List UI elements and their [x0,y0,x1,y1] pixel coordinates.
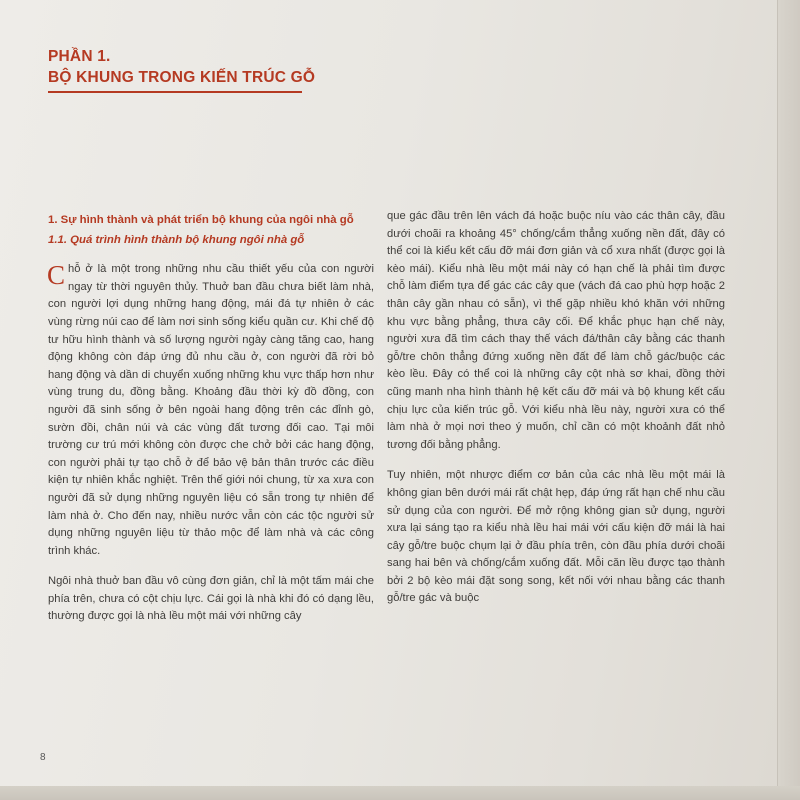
left-column [48,212,374,639]
part-title: BỘ KHUNG TRONG KIẾN TRÚC GỖ [48,69,316,86]
section-title: 1. Sự hình thành và phát triển bộ khung của ngôi nhà gỗ [48,214,354,226]
part-number: PHẦN 1. [48,48,111,65]
page-number: 8 [40,752,46,763]
drop-cap: C [47,260,66,291]
paragraph: Tuy nhiên, một nhược điểm cơ bản của các nhà lều một mái là không gian bên dưới mái rất chật hẹp, đáp ứng rất hạn chế nhu cầu sử dụng của con người. Để mở rộng không gian sử dụng, người xưa lại sáng tạo ra kiểu nhà lều hai mái với cấu kiện đỡ mái là hai cây gỗ/tre buộc chụm lại ở đầu phía trên, còn đầu phía dưới choãi sang hai bên và chống/cắm xuống đất. Mỗi căn lều được tạo thành bởi 2 bộ kèo mái đặt song song, kết nối với nhau bằng các thanh gỗ/tre gác và buộc [387,469,725,605]
page-edge [777,0,800,800]
right-column [387,208,725,621]
paragraph-text: hỗ ở là một trong những nhu cầu thiết yếu của con người ngay từ thời nguyên thủy. Thuở ban đầu chưa biết làm nhà, con người lợi dụng những hang động, mái đá tự nhiên ở các vùng rừng núi cao để làm nơi sinh sống kiểu quần cư. Khi chế độ tư hữu hình thành và số lượng người ngày càng tăng cao, hang động không còn đáp ứng đủ nhu cầu ở, con người đã rời bỏ hang động và dần di chuyển xuống những khu vực thấp hơn như vùng trung du, đồng bằng. Khoảng đầu thời kỳ đồ đồng, con người đã sinh sống ở bên ngoài hang động trên các đỉnh gò, sườn đồi, chân núi và các vùng đất tương đối cao. Tại môi trường cư trú mới không còn được che chở bởi các hang động, con người phải tự tạo chỗ ở để bảo vệ bản thân trước các điều kiện tự nhiên khắc nghiệt. Trên thế giới nói chung, từ xa xưa con người đã sử dụng những nguyên liệu có sẵn trong tự nhiên để làm nhà ở. Cho đến nay, nhiều nước vẫn còn các tộc người sử dụng những nguyên liệu từ thảo mộc để làm nhà và các công trình khác. [48,263,374,557]
part-header [48,46,348,93]
paragraph [48,261,374,560]
title-underline [48,91,302,93]
page-bottom-edge [0,786,800,800]
paragraph: Ngôi nhà thuở ban đầu vô cùng đơn giản, chỉ là một tấm mái che phía trên, chưa có cột chịu lực. Cái gọi là nhà khi đó có dạng lều, thường được gọi là nhà lều một mái với những cây [48,575,374,623]
paragraph: que gác đầu trên lên vách đá hoặc buộc níu vào các thân cây, đầu dưới choãi ra khoảng 45° chống/cắm thẳng xuống nền đất, đây có thể coi là kiểu kết cấu đỡ mái đơn giản và cổ xưa nhất (được gọi là kèo mái). Kiểu nhà lều một mái này có hạn chế là phải tìm được chỗ làm điểm tựa để gác các cây que (vách đá cao phù hợp hoặc 2 thân cây gần nhau có sẵn), vì thế gặp nhiều khó khăn với những khu vực bằng phẳng, thưa cây cối. Để khắc phục hạn chế này, người xưa đã tìm cách thay thế vách đá/thân cây bằng các thanh gỗ/tre chôn thẳng đứng xuống nền đất để làm chỗ gác/buộc các kèo lều. Đây có thể coi là những cây cột nhà sơ khai, đồng thời cũng manh nha hình thành hệ kết cấu đỡ mái và bộ khung kết cấu chịu lực của kiến trúc gỗ. Với kiểu nhà lều này, người xưa có thể làm nhà ở mọi nơi theo ý muốn, chỉ cần có một khoảnh đất nhỏ tương đối bằng phẳng. [387,210,725,451]
subsection-title: 1.1. Quá trình hình thành bộ khung ngôi nhà gỗ [48,233,305,246]
